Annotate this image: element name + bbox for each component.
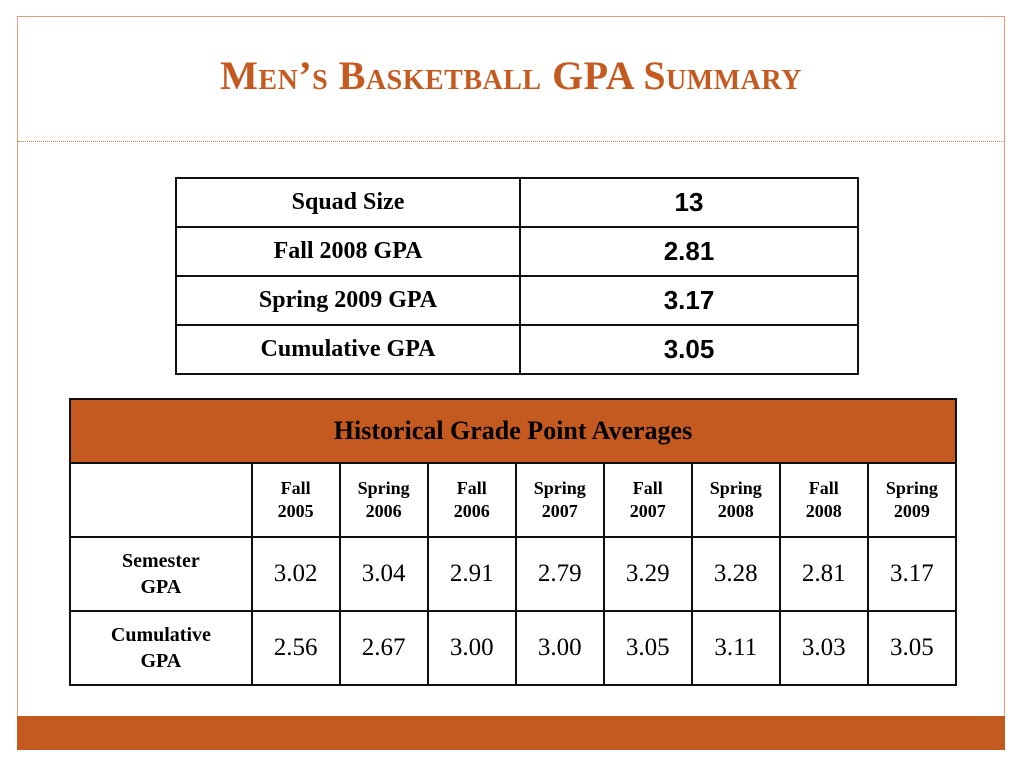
gpa-cell: 3.03 — [780, 611, 868, 685]
term-row — [70, 463, 956, 537]
term-header — [692, 463, 780, 537]
term-year: 2009 — [893, 501, 930, 521]
summary-label: Squad Size — [176, 178, 520, 227]
term-season: Spring — [709, 478, 762, 498]
term-header — [780, 463, 868, 537]
table-row — [70, 611, 956, 685]
gpa-cell: 2.67 — [340, 611, 428, 685]
term-season: Fall — [456, 478, 487, 498]
bottom-accent-bar — [17, 716, 1005, 750]
term-season: Fall — [632, 478, 663, 498]
row-label — [70, 537, 252, 611]
gpa-cell: 3.17 — [868, 537, 956, 611]
table-header-row — [70, 399, 956, 463]
gpa-cell: 3.05 — [868, 611, 956, 685]
gpa-cell: 2.81 — [780, 537, 868, 611]
summary-label: Spring 2009 GPA — [176, 276, 520, 325]
term-year: 2005 — [277, 501, 314, 521]
term-season: Fall — [808, 478, 839, 498]
page-title: Men’s Basketball GPA Summary — [220, 53, 802, 98]
term-season: Spring — [357, 478, 410, 498]
term-header — [516, 463, 604, 537]
term-header — [340, 463, 428, 537]
summary-value: 13 — [520, 178, 858, 227]
table-row — [176, 178, 858, 227]
term-header — [428, 463, 516, 537]
table-row — [176, 276, 858, 325]
summary-table — [175, 177, 859, 375]
gpa-cell: 2.56 — [252, 611, 340, 685]
gpa-cell: 2.79 — [516, 537, 604, 611]
term-year: 2006 — [453, 501, 490, 521]
gpa-cell: 2.91 — [428, 537, 516, 611]
empty-corner-cell — [70, 463, 252, 537]
term-season: Spring — [533, 478, 586, 498]
row-label-line1: Semester — [122, 550, 200, 572]
row-label-line1: Cumulative — [110, 624, 211, 646]
term-header — [604, 463, 692, 537]
term-year: 2006 — [365, 501, 402, 521]
term-header — [252, 463, 340, 537]
gpa-cell: 3.28 — [692, 537, 780, 611]
gpa-cell: 3.02 — [252, 537, 340, 611]
summary-value: 3.17 — [520, 276, 858, 325]
row-label-line2: GPA — [140, 576, 182, 598]
term-year: 2008 — [805, 501, 842, 521]
row-label — [70, 611, 252, 685]
gpa-cell: 3.11 — [692, 611, 780, 685]
table-row — [70, 537, 956, 611]
term-year: 2007 — [541, 501, 578, 521]
gpa-cell: 3.05 — [604, 611, 692, 685]
table-row — [176, 325, 858, 374]
gpa-cell: 3.29 — [604, 537, 692, 611]
term-year: 2007 — [629, 501, 666, 521]
summary-value: 2.81 — [520, 227, 858, 276]
row-label-line2: GPA — [140, 650, 182, 672]
summary-label: Fall 2008 GPA — [176, 227, 520, 276]
history-table — [69, 398, 957, 686]
gpa-cell: 3.04 — [340, 537, 428, 611]
gpa-cell: 3.00 — [428, 611, 516, 685]
term-header — [868, 463, 956, 537]
summary-value: 3.05 — [520, 325, 858, 374]
term-year: 2008 — [717, 501, 754, 521]
history-heading: Historical Grade Point Averages — [70, 399, 956, 463]
gpa-cell: 3.00 — [516, 611, 604, 685]
term-season: Spring — [885, 478, 938, 498]
summary-label: Cumulative GPA — [176, 325, 520, 374]
term-season: Fall — [280, 478, 311, 498]
title-divider — [18, 141, 1004, 142]
table-row — [176, 227, 858, 276]
